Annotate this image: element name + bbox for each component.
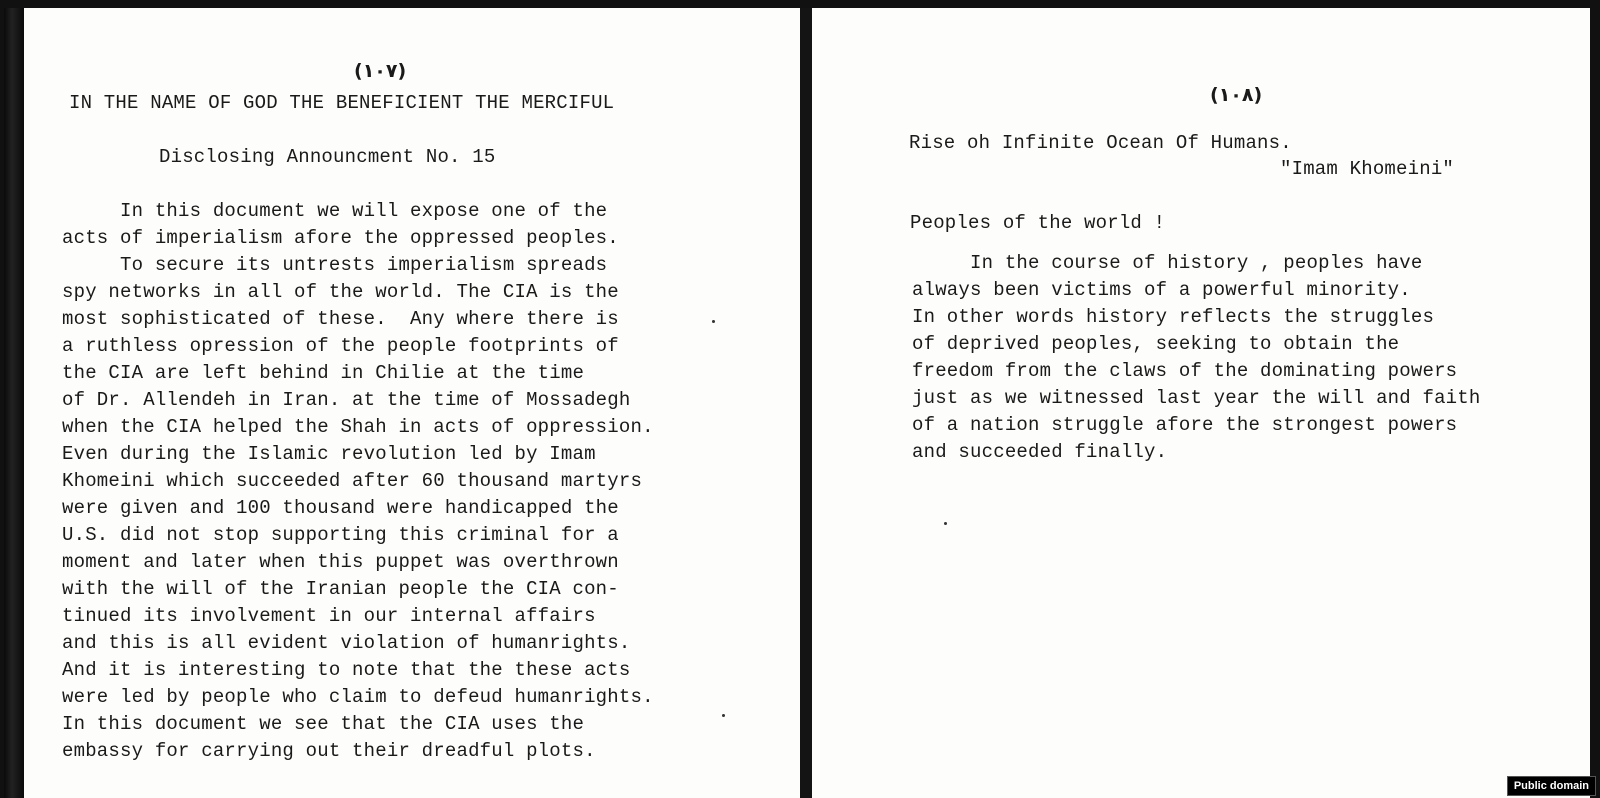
body-line: moment and later when this puppet was overthrown [62, 551, 619, 573]
body-line: were given and 100 thousand were handicapped the [62, 497, 619, 519]
left-page-subheading: Disclosing Announcment No. 15 [159, 146, 496, 168]
left-page-number: (١٠٧) [354, 60, 407, 82]
body-line: In other words history reflects the struggles [912, 306, 1435, 328]
attribution: "Imam Khomeini" [1280, 158, 1455, 180]
binding-edge [4, 8, 24, 798]
body-line: Even during the Islamic revolution led by Imam [62, 443, 596, 465]
left-page-heading: IN THE NAME OF GOD THE BENEFICIENT THE MERCIFUL [69, 92, 615, 114]
body-line: of Dr. Allendeh in Iran. at the time of Mossadegh [62, 389, 631, 411]
left-page [24, 8, 800, 798]
body-line: and succeeded finally. [912, 441, 1168, 463]
body-line: with the will of the Iranian people the CIA con- [62, 578, 619, 600]
scan-speck [944, 522, 947, 525]
scan-speck [722, 714, 725, 717]
slogan: Rise oh Infinite Ocean Of Humans. [909, 132, 1292, 154]
salutation: Peoples of the world ! [910, 212, 1166, 234]
body-line: most sophisticated of these. Any where there is [62, 308, 619, 330]
scan-speck [712, 320, 715, 323]
body-line: when the CIA helped the Shah in acts of oppression. [62, 416, 654, 438]
body-line: and this is all evident violation of humanrights. [62, 632, 631, 654]
right-page [812, 8, 1590, 798]
body-line: were led by people who claim to defeud humanrights. [62, 686, 654, 708]
page-gutter [800, 8, 812, 798]
body-line: To secure its untrests imperialism spreads [62, 254, 608, 276]
body-line: freedom from the claws of the dominating powers [912, 360, 1458, 382]
body-line: embassy for carrying out their dreadful plots. [62, 740, 596, 762]
body-line: always been victims of a powerful minority. [912, 279, 1411, 301]
body-line: Khomeini which succeeded after 60 thousand martyrs [62, 470, 643, 492]
body-line: of deprived peoples, seeking to obtain the [912, 333, 1400, 355]
body-line: And it is interesting to note that the these acts [62, 659, 631, 681]
body-line: just as we witnessed last year the will and faith [912, 387, 1481, 409]
license-badge: Public domain [1507, 776, 1596, 796]
body-line: In this document we see that the CIA uses the [62, 713, 585, 735]
body-line: In the course of history , peoples have [912, 252, 1423, 274]
body-line: In this document we will expose one of the [62, 200, 608, 222]
body-line: U.S. did not stop supporting this criminal for a [62, 524, 619, 546]
body-line: of a nation struggle afore the strongest powers [912, 414, 1458, 436]
body-line: spy networks in all of the world. The CIA is the [62, 281, 619, 303]
body-line: a ruthless opression of the people footprints of [62, 335, 619, 357]
right-page-number: (١٠٨) [1210, 84, 1263, 106]
body-line: tinued its involvement in our internal affairs [62, 605, 596, 627]
body-line: acts of imperialism afore the oppressed peoples. [62, 227, 619, 249]
body-line: the CIA are left behind in Chilie at the time [62, 362, 585, 384]
